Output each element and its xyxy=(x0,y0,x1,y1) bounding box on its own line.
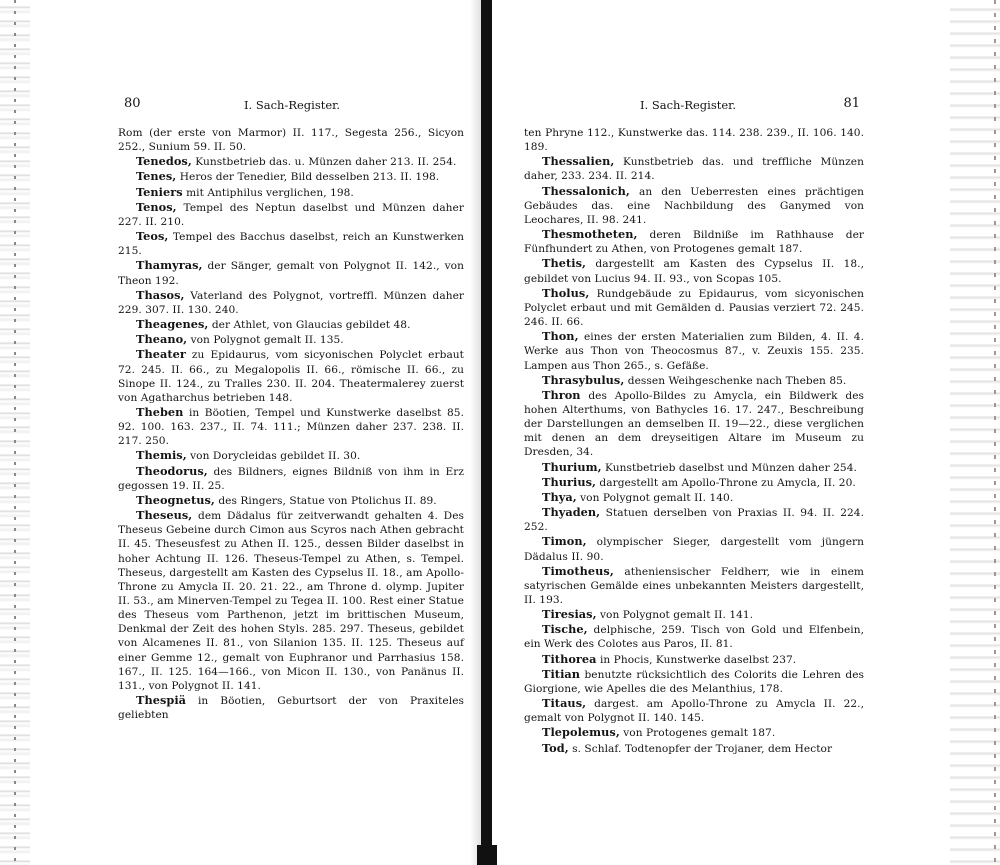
entry-headword: Tholus, xyxy=(542,285,590,300)
entry-headword: Theagenes, xyxy=(136,317,209,332)
index-entry xyxy=(524,373,864,388)
index-entry xyxy=(524,696,864,725)
entry-headword: Theben xyxy=(136,404,184,419)
entry-headword: Thasos, xyxy=(136,287,185,302)
entry-text: von Polygnot gemalt II. 135. xyxy=(187,334,344,347)
entry-text: dargestellt am Kasten des Cypselus II. 18., gebildet von Lucius 94. II. 93., von Scopas 105. xyxy=(524,258,864,285)
index-entry xyxy=(524,126,864,154)
entry-headword: Thamyras, xyxy=(136,258,203,273)
entry-headword: Tische, xyxy=(542,622,588,637)
entry-text: delphische, 259. Tisch von Gold und Elfenbein, ein Werk des Colotes aus Paros, II. 81. xyxy=(524,624,864,651)
entry-headword: Tod, xyxy=(542,740,569,755)
entry-text: dargestellt am Apollo-Throne zu Amycla, II. 20. xyxy=(595,476,856,489)
entry-text: Rundgebäude zu Epidaurus, vom sicyonischen Polyclet erbaut und mit Gemälden d. Pausias verziert 72. 245. 246. II. 66. xyxy=(524,287,864,329)
index-entry xyxy=(118,493,464,508)
entry-headword: Thurium, xyxy=(542,459,602,474)
entry-headword: Titian xyxy=(542,666,581,681)
entry-text: zu Epidaurus, vom sicyonischen Polyclet erbaut 72. 245. II. 66., zu Megalopolis II. 66., römische II. 66., zu Sinope II. 124., zu Tralles 230. II. 204. Theatermalerey zuerst von Agatharchus betrieben 148. xyxy=(118,349,464,404)
entry-text: Vaterland des Polygnot, vortreffl. Münzen daher 229. 307. II. 130. 240. xyxy=(118,289,464,316)
entry-text: Heros der Tenedier, Bild desselben 213. II. 198. xyxy=(176,171,440,184)
entry-headword: Tenos, xyxy=(136,199,177,214)
gutter-shadow xyxy=(470,0,481,865)
index-entry xyxy=(524,227,864,256)
entry-text: Kunstbetrieb das. und treffliche Münzen daher, 233. 234. II. 214. xyxy=(524,156,864,183)
index-entry xyxy=(524,256,864,285)
right-page-edge xyxy=(950,0,1000,865)
index-entry xyxy=(524,534,864,563)
index-entry xyxy=(524,286,864,329)
entry-text: mit Antiphilus verglichen, 198. xyxy=(182,186,354,199)
gutter-foot xyxy=(477,845,497,865)
entry-text: von Polygnot gemalt II. 140. xyxy=(576,491,734,504)
index-entry xyxy=(118,464,464,493)
index-entry xyxy=(524,154,864,183)
running-head: I. Sach-Register. xyxy=(640,98,737,112)
index-entry xyxy=(524,184,864,227)
entry-headword: Thessalien, xyxy=(542,154,615,169)
entry-headword: Thessalonich, xyxy=(542,183,630,198)
entry-text: s. Schlaf. Todtenopfer der Trojaner, dem Hector xyxy=(568,742,833,755)
entry-headword: Tlepolemus, xyxy=(542,725,620,740)
index-entry xyxy=(118,200,464,229)
index-entry xyxy=(524,725,864,740)
entry-text: Tempel des Bacchus daselbst, reich an Kunstwerken 215. xyxy=(118,231,464,258)
left-page-header xyxy=(118,96,464,120)
index-entry xyxy=(118,332,464,347)
entry-headword: Thya, xyxy=(542,489,577,504)
index-entry xyxy=(524,505,864,534)
entry-headword: Thesmotheten, xyxy=(542,227,638,242)
entry-headword: Themis, xyxy=(136,448,187,463)
entry-headword: Thespiä xyxy=(136,693,187,708)
entry-text: in Böotien, Tempel und Kunstwerke daselbst 85. 92. 100. 163. 237., II. 74. 111.; Münzen daher 237. 238. II. 217. 250. xyxy=(118,406,464,448)
entry-text: eines der ersten Materialien zum Bilden, 4. II. 4. Werke aus Thon von Theocosmus 87., v. Zeuxis 155. 235. Lampen aus Thon 265., s. Gefäße. xyxy=(524,331,864,372)
entry-text: benutzte rücksichtlich des Colorits die Lehren des Giorgione, wie Apelles die des Melanthius, 178. xyxy=(524,668,864,695)
index-entry xyxy=(524,622,864,651)
index-entry xyxy=(118,126,464,154)
index-entry xyxy=(118,229,464,258)
index-entry xyxy=(118,405,464,448)
entry-headword: Teos, xyxy=(136,229,169,244)
entry-headword: Thon, xyxy=(542,329,579,344)
page-number: 81 xyxy=(843,96,860,111)
right-page xyxy=(524,96,864,756)
entry-text: Kunstbetrieb daselbst und Münzen daher 254. xyxy=(601,461,857,474)
entry-text: in Böotien, Geburtsort der von Praxiteles geliebten xyxy=(118,695,464,722)
entry-headword: Tenes, xyxy=(136,169,177,184)
right-entries xyxy=(524,126,864,756)
entry-text: dargest. am Apollo-Throne zu Amycla II. 22., gemalt von Polygnot II. 140. 145. xyxy=(524,698,864,725)
entry-headword: Thurius, xyxy=(542,474,596,489)
index-entry xyxy=(524,329,864,372)
index-entry xyxy=(118,288,464,317)
left-page-edge xyxy=(0,0,30,865)
entry-text: Rom (der erste von Marmor) II. 117., Segesta 256., Sicyon 252., Sunium 59. II. 50. xyxy=(118,127,464,154)
book-gutter xyxy=(481,0,492,865)
entry-headword: Tiresias, xyxy=(542,607,597,622)
entry-text: olympischer Sieger, dargestellt vom jüngern Dädalus II. 90. xyxy=(524,536,864,563)
entry-headword: Thetis, xyxy=(542,256,586,271)
index-entry xyxy=(524,460,864,475)
index-entry xyxy=(118,508,464,693)
entry-text: des Ringers, Statue von Ptolichus II. 89. xyxy=(214,494,437,507)
index-entry xyxy=(118,169,464,184)
index-entry xyxy=(118,317,464,332)
index-entry xyxy=(524,607,864,622)
left-page xyxy=(118,96,464,722)
entry-text: deren Bildniße im Rathhause der Fünfhundert zu Athen, von Protogenes gemalt 187. xyxy=(524,229,864,256)
entry-headword: Teniers xyxy=(136,184,183,199)
entry-headword: Tenedos, xyxy=(136,154,192,169)
entry-text: atheniensischer Feldherr, wie in einem satyrischen Gemälde eines unbekannten Meisters dargestellt, II. 193. xyxy=(524,565,864,606)
entry-text: des Bildners, eignes Bildniß von ihm in Erz gegossen 19. II. 25. xyxy=(118,465,464,492)
entry-text: ten Phryne 112., Kunstwerke das. 114. 238. 239., II. 106. 140. 189. xyxy=(524,127,864,154)
entry-text: in Phocis, Kunstwerke daselbst 237. xyxy=(596,653,797,666)
entry-text: dem Dädalus für zeitverwandt gehalten 4. Des Theseus Gebeine durch Cimon aus Scyros nach Athen gebracht II. 45. Theseusfest zu Athen II. 125., dessen Bilder daselbst in hoher Achtung II. 126. Theseus-Tempel zu Athen, s. Tempel. Theseus, dargestellt am Kasten des Cypselus II. 18., am Apollo-Throne zu Amycla II. 20. 21. 22., am Throne d. olymp. Jupiter II. 53., am Minerven-Tempel zu Tegea II. 100. Rest einer Statue des Theseus vom Parthenon, jetzt im brittischen Museum, Denkmal der Zeit des hohen Styls. 285. 297. Theseus, gebildet von Alcamenes II. 81., von Silanion 135. II. 125. Theseus auf einer Gemme 12., gemalt von Euphranor und Parrhasius 158. 167., II. 125. 164—166., von Micon II. 130., von Panänus II. 131., von Polygnot II. 141. xyxy=(118,510,464,692)
index-entry xyxy=(118,154,464,169)
entry-headword: Timotheus, xyxy=(542,563,614,578)
left-entries xyxy=(118,126,464,722)
entry-headword: Thrasybulus, xyxy=(542,372,625,387)
entry-headword: Theognetus, xyxy=(136,492,215,507)
index-entry xyxy=(524,388,864,460)
entry-headword: Theodorus, xyxy=(136,463,208,478)
page-number: 80 xyxy=(124,96,141,111)
entry-text: der Athlet, von Glaucias gebildet 48. xyxy=(208,319,411,332)
entry-headword: Theseus, xyxy=(136,508,193,523)
index-entry xyxy=(524,475,864,490)
entry-text: von Protogenes gemalt 187. xyxy=(619,727,776,740)
entry-text: von Dorycleidas gebildet II. 30. xyxy=(186,450,361,463)
entry-text: von Polygnot gemalt II. 141. xyxy=(596,609,754,622)
right-page-header xyxy=(524,96,864,120)
index-entry xyxy=(524,652,864,667)
running-head: I. Sach-Register. xyxy=(244,98,341,112)
entry-headword: Thyaden, xyxy=(542,505,601,520)
entry-headword: Theater xyxy=(136,347,186,362)
index-entry xyxy=(524,490,864,505)
entry-text: an den Ueberresten eines prächtigen Gebäudes das. eine Nachbildung des Ganymed von Leochares, II. 98. 241. xyxy=(524,185,864,226)
index-entry xyxy=(524,564,864,607)
entry-text: Kunstbetrieb das. u. Münzen daher 213. II. 254. xyxy=(191,156,457,169)
entry-text: Tempel des Neptun daselbst und Münzen daher 227. II. 210. xyxy=(118,201,464,228)
entry-headword: Titaus, xyxy=(542,696,587,711)
entry-text: der Sänger, gemalt von Polygnot II. 142., von Theon 192. xyxy=(118,260,464,287)
index-entry xyxy=(118,347,464,405)
index-entry xyxy=(118,448,464,463)
index-entry xyxy=(118,185,464,200)
entry-headword: Timon, xyxy=(542,534,587,549)
index-entry xyxy=(524,741,864,756)
index-entry xyxy=(118,258,464,287)
entry-text: des Apollo-Bildes zu Amycla, ein Bildwerk des hohen Alterthums, von Bathycles 16. 17. 247., Beschreibung der Darstellungen an demselben II. 19—22., diese verglichen mit denen an dem dreyseitigen Altare im Museum zu Dresden, 34. xyxy=(524,389,864,459)
index-entry xyxy=(524,667,864,696)
entry-text: dessen Weihgeschenke nach Theben 85. xyxy=(624,374,847,387)
index-entry xyxy=(118,693,464,722)
entry-text: Statuen derselben von Praxias II. 94. II. 224. 252. xyxy=(524,507,864,534)
entry-headword: Tithorea xyxy=(542,651,597,666)
entry-headword: Thron xyxy=(542,387,581,402)
entry-headword: Theano, xyxy=(136,332,188,347)
